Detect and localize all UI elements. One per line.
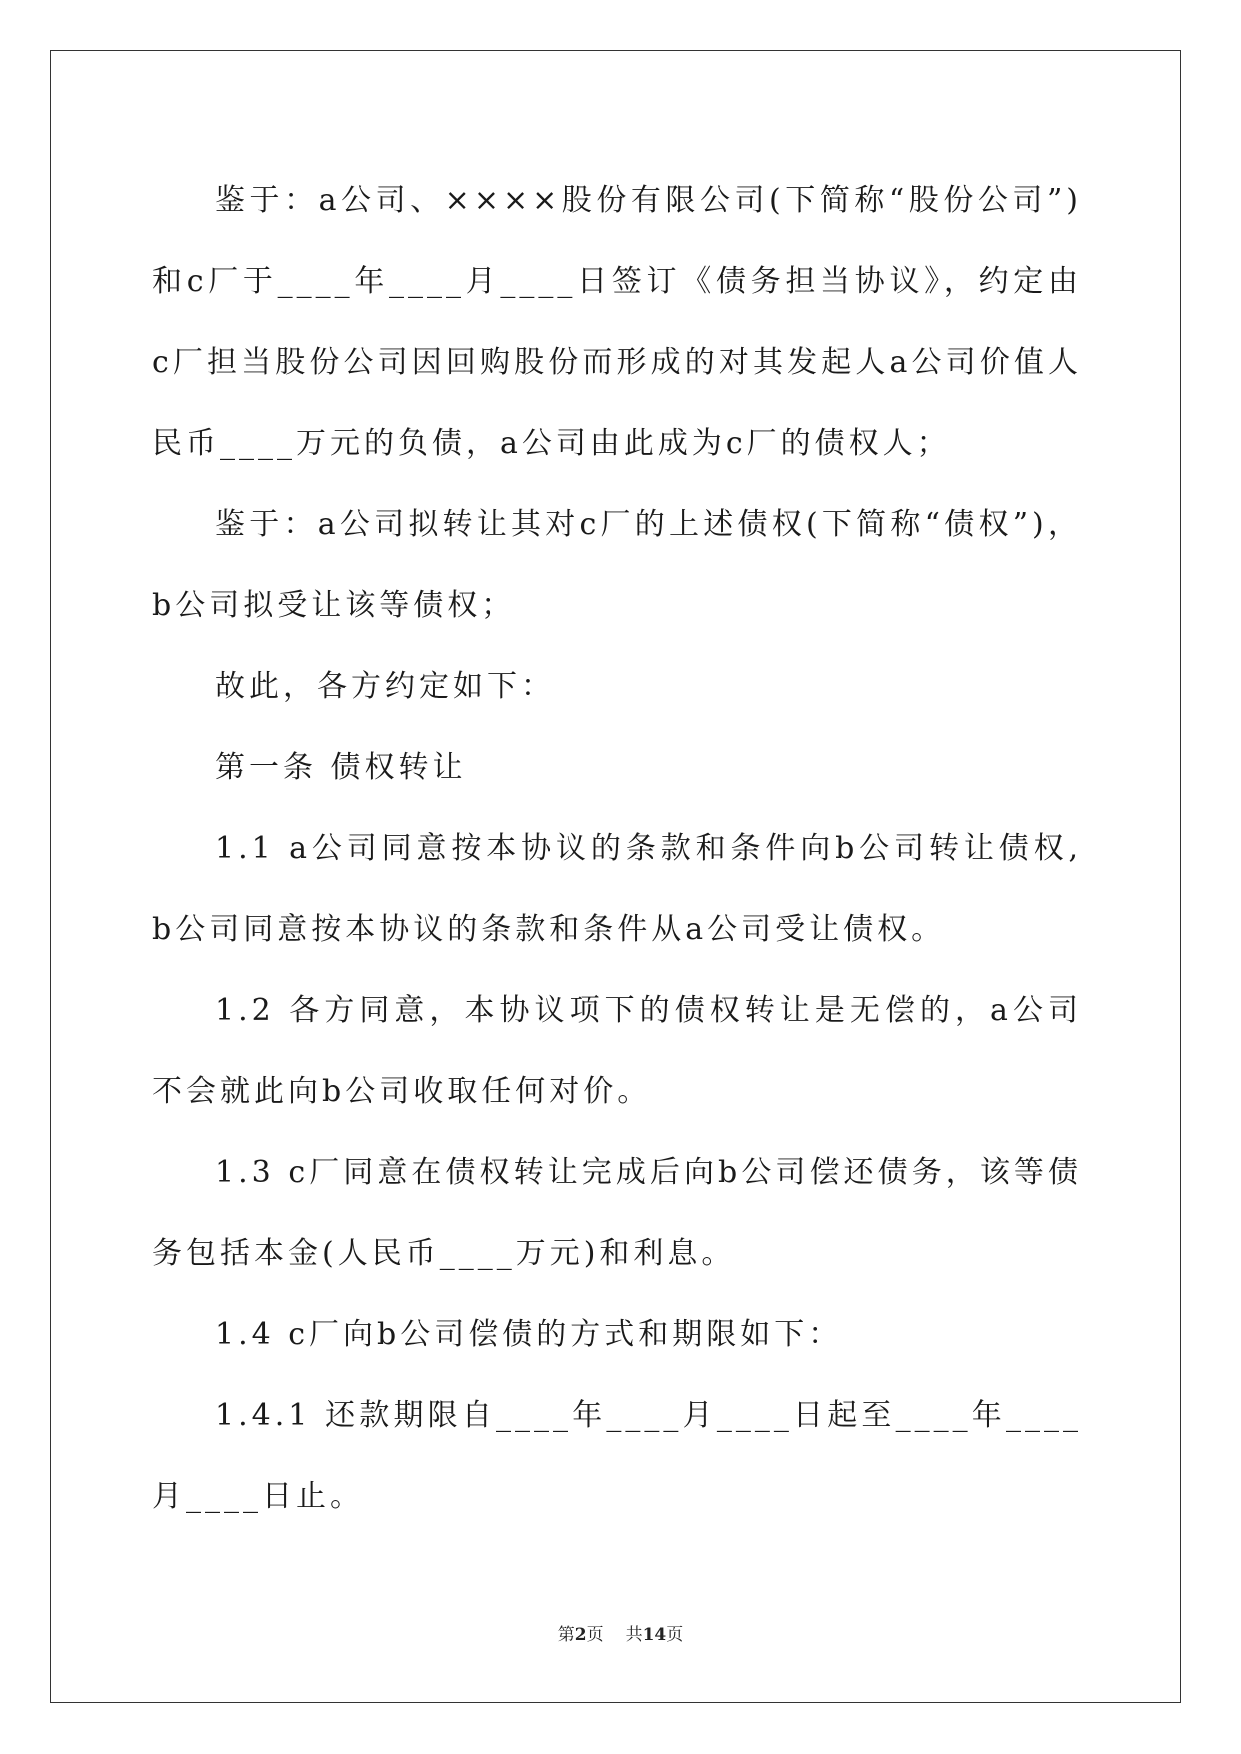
total-pages: 14	[642, 1625, 667, 1645]
document-body	[152, 160, 1082, 1537]
total-prefix: 共	[625, 1625, 643, 1645]
total-suffix: 页	[666, 1625, 684, 1645]
page-suffix: 页	[586, 1625, 604, 1645]
paragraph-recital-2: 鉴于：a公司拟转让其对c厂的上述债权(下简称“债权”)，b公司拟受让该等债权；	[152, 507, 1082, 623]
paragraph-agreement-intro: 故此，各方约定如下：	[215, 669, 555, 704]
clause-1-4: 1.4 c厂向b公司偿债的方式和期限如下：	[215, 1317, 843, 1352]
page-footer	[0, 1620, 1241, 1645]
clause-1-1: 1.1 a公司同意按本协议的条款和条件向b公司转让债权,b公司同意按本协议的条款和条件从a公司受让债权。	[152, 831, 1082, 947]
paragraph-recital-1: 鉴于：a公司、××××股份有限公司(下简称“股份公司”)和c厂于____年____月____日签订《债务担当协议》，约定由c厂担当股份公司因回购股份而形成的对其发起人a公司价值人民币____万元的负债，a公司由此成为c厂的债权人；	[152, 183, 1082, 461]
section-heading-article-1: 第一条 债权转让	[215, 750, 467, 785]
page-number: 2	[574, 1625, 587, 1645]
clause-1-3: 1.3 c厂同意在债权转让完成后向b公司偿还债务，该等债务包括本金(人民币____万元)和利息。	[152, 1155, 1082, 1271]
clause-1-2: 1.2 各方同意，本协议项下的债权转让是无偿的，a公司不会就此向b公司收取任何对价。	[152, 993, 1082, 1109]
clause-1-4-1: 1.4.1 还款期限自____年____月____日起至____年____月____日止。	[152, 1398, 1082, 1514]
page-prefix: 第	[557, 1625, 575, 1645]
